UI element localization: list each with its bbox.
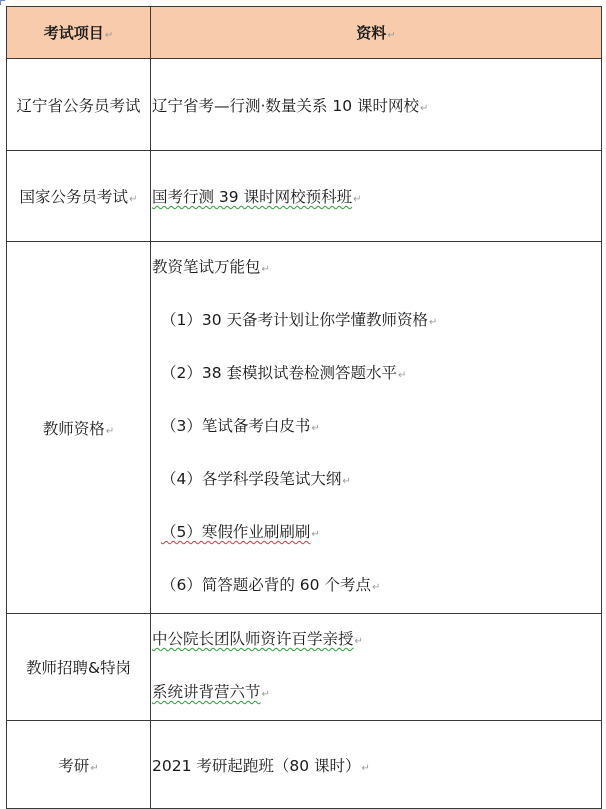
- exam-cell: 考研↵: [7, 721, 151, 809]
- list-item: （2）38 套模拟试卷检测答题水平↵: [161, 364, 407, 382]
- exam-cell: 国家公务员考试↵: [7, 151, 151, 242]
- page-corner-mark: [0, 0, 5, 5]
- list-item: （4）各学科学段笔试大纲↵: [161, 470, 351, 488]
- materials-cell: 国考行测 39 课时网校预科班↵: [151, 151, 602, 242]
- materials-table: [6, 6, 602, 809]
- table-row: [7, 151, 602, 242]
- list-item: （5）寒假作业刷刷刷↵: [161, 523, 320, 541]
- materials-cell: 辽宁省考—行测·数量关系 10 课时网校↵: [151, 59, 602, 151]
- materials-cell: 中公院长团队师资许百学亲授↵ 系统讲背营六节↵: [151, 614, 602, 721]
- list-item: （3）笔试备考白皮书↵: [161, 417, 320, 435]
- table-row: [7, 614, 602, 721]
- header-cell-materials: 资料↵: [151, 7, 602, 59]
- table-row: [7, 721, 602, 809]
- exam-cell: 教师资格↵: [7, 242, 151, 614]
- header-cell-exam: 考试项目↵: [7, 7, 151, 59]
- list-item: 教资笔试万能包↵: [152, 258, 270, 276]
- exam-cell: 辽宁省公务员考试: [7, 59, 151, 151]
- materials-cell: 2021 考研起跑班（80 课时）↵: [151, 721, 602, 809]
- list-item: （1）30 天备考计划让你学懂教师资格↵: [161, 311, 438, 329]
- table-header-row: [7, 7, 602, 59]
- list-item: （6）简答题必背的 60 个考点↵: [161, 576, 381, 594]
- exam-cell: 教师招聘&特岗: [7, 614, 151, 721]
- table-row: [7, 59, 602, 151]
- table-row: [7, 242, 602, 614]
- materials-cell: [151, 242, 602, 614]
